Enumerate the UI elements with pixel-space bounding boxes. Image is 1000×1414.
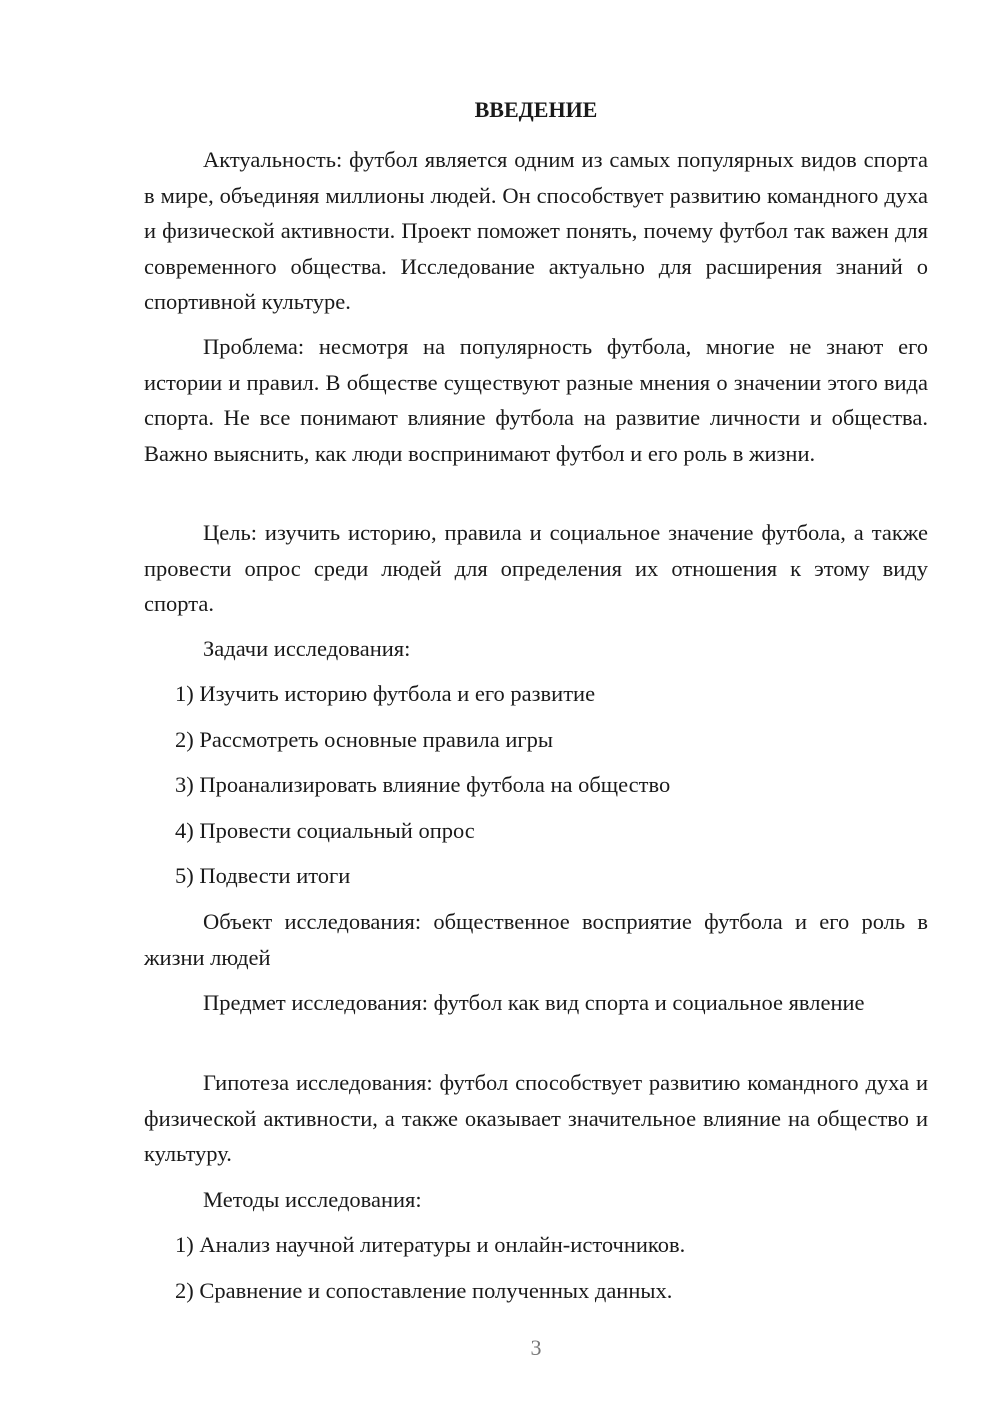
method-item: 2) Сравнение и сопоставление полученных данных.	[175, 1278, 673, 1303]
subject-paragraph: Предмет исследования: футбол как вид спорта и социальное явление	[203, 990, 865, 1015]
section-heading: ВВЕДЕНИЕ	[474, 97, 598, 122]
relevance-paragraph: Актуальность: футбол является одним из самых популярных видов спорта в мире, объединяя миллионы людей. Он способствует развитию командного духа и физической активности. Проект поможет понять, почему футбол так важен для современного общества. Исследование актуально для расширения знаний о спортивной культуре.	[144, 147, 928, 314]
object-paragraph: Объект исследования: общественное восприятие футбола и его роль в жизни людей	[144, 909, 928, 970]
goal-paragraph: Цель: изучить историю, правила и социальное значение футбола, а также провести опрос среди людей для определения их отношения к этому виду спорта.	[144, 520, 928, 616]
task-item: 4) Провести социальный опрос	[175, 818, 475, 843]
tasks-label: Задачи исследования:	[203, 636, 411, 661]
methods-label: Методы исследования:	[203, 1187, 422, 1212]
task-item: 5) Подвести итоги	[175, 863, 351, 888]
page-number: 3	[530, 1335, 542, 1360]
task-item: 3) Проанализировать влияние футбола на общество	[175, 772, 671, 797]
task-item: 2) Рассмотреть основные правила игры	[175, 727, 553, 752]
task-item: 1) Изучить историю футбола и его развитие	[175, 681, 596, 706]
method-item: 1) Анализ научной литературы и онлайн-источников.	[175, 1232, 686, 1257]
problem-paragraph: Проблема: несмотря на популярность футбола, многие не знают его истории и правил. В обществе существуют разные мнения о значении этого вида спорта. Не все понимают влияние футбола на развитие личности и общества. Важно выяснить, как люди воспринимают футбол и его роль в жизни.	[144, 334, 928, 466]
hypothesis-paragraph: Гипотеза исследования: футбол способствует развитию командного духа и физической активности, а также оказывает значительное влияние на общество и культуру.	[144, 1070, 928, 1166]
